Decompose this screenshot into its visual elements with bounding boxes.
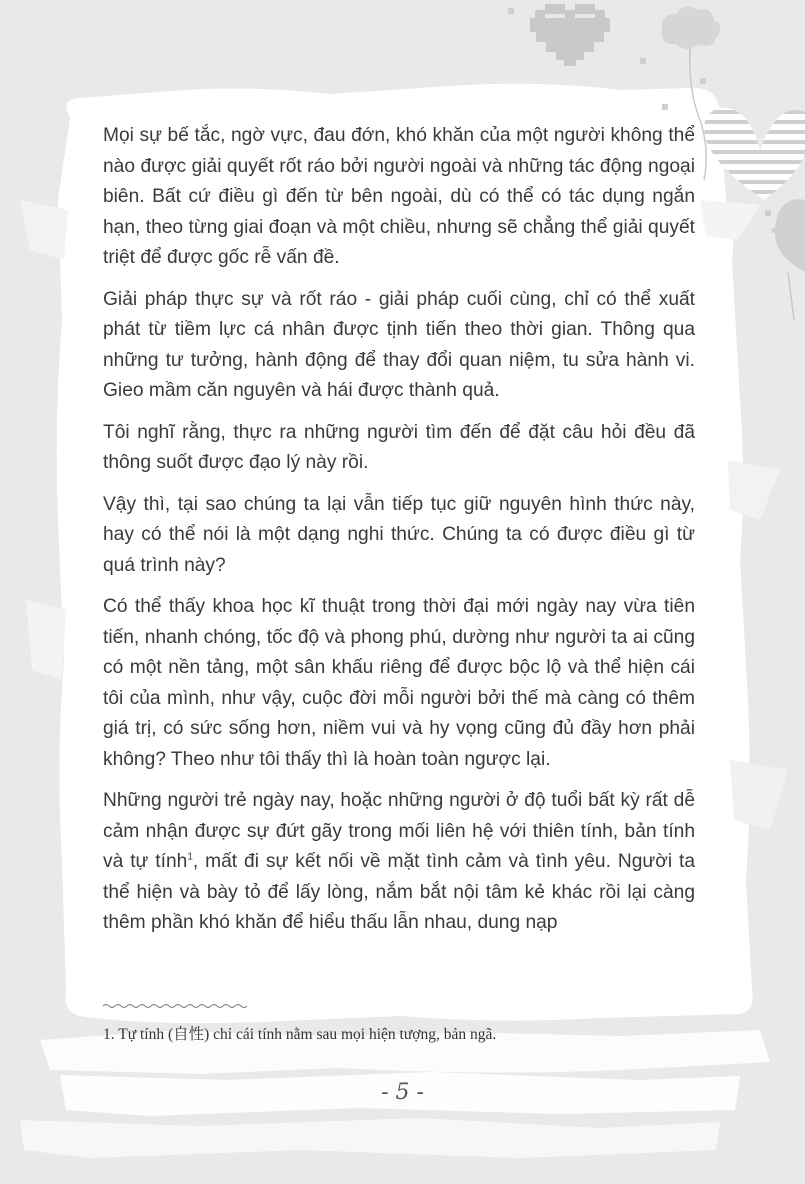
paragraph: Vậy thì, tại sao chúng ta lại vẫn tiếp tục giữ nguyên hình thức này, hay có thể nói là một dạng nghi thức. Chúng ta có được điều gì từ quá trình này? (103, 493, 695, 576)
footnote: 1. Tự tính (自性) chỉ cái tính nằm sau mọi hiện tượng, bản ngã. (103, 1026, 497, 1043)
body-text (103, 121, 695, 950)
paragraph: Có thể thấy khoa học kĩ thuật trong thời đại mới ngày nay vừa tiên tiến, nhanh chóng, tốc độ và phong phú, dường như người ta ai cũng có một nền tảng, một sân khấu riêng để được bộc lộ và thể hiện cái tôi của mình, như vậy, cuộc đời mỗi người bởi thế mà càng có thêm giá trị, có sức sống hơn, niềm vui và hy vọng cũng đủ đầy hơn phải không? Theo như tôi thấy thì là hoàn toàn ngược lại. (103, 596, 695, 770)
paragraph: Mọi sự bế tắc, ngờ vực, đau đớn, khó khăn của một người không thể nào được giải quyết rốt ráo bởi người ngoài và những tác động ngoại biên. Bất cứ điều gì đến từ bên ngoài, dù có thể có tác dụng ngắn hạn, theo từng giai đoạn và một chiều, nhưng sẽ chẳng thể giải quyết triệt để được gốc rễ vấn đề. (103, 125, 695, 268)
paragraph: Giải pháp thực sự và rốt ráo - giải pháp cuối cùng, chỉ có thể xuất phát từ tiềm lực cá nhân được tịnh tiến theo thời gian. Thông qua những tư tưởng, hành động để thay đổi quan niệm, tu sửa hành vi. Gieo mầm căn nguyên và hái được thành quả. (103, 288, 695, 401)
paragraph-text: Những người trẻ ngày nay, hoặc những người ở độ tuổi bất kỳ rất dễ cảm nhận được sự đứt gãy trong mối liên hệ với thiên tính, bản tính và tự tính (103, 790, 695, 872)
paragraph: Tôi nghĩ rằng, thực ra những người tìm đến để đặt câu hỏi đều đã thông suốt được đạo lý này rồi. (103, 421, 695, 473)
paragraph-with-note (103, 786, 695, 939)
footnote-reference[interactable]: 1 (187, 851, 193, 863)
page-number: - 5 - (381, 1080, 424, 1105)
paragraph-text: , mất đi sự kết nối về mặt tình cảm và tình yêu. Người ta thể hiện và bày tỏ để lấy lòng, nắm bắt nội tâm kẻ khác rồi lại càng thêm phần khó khăn để hiểu thấu lẫn nhau, dung nạp (103, 851, 696, 933)
